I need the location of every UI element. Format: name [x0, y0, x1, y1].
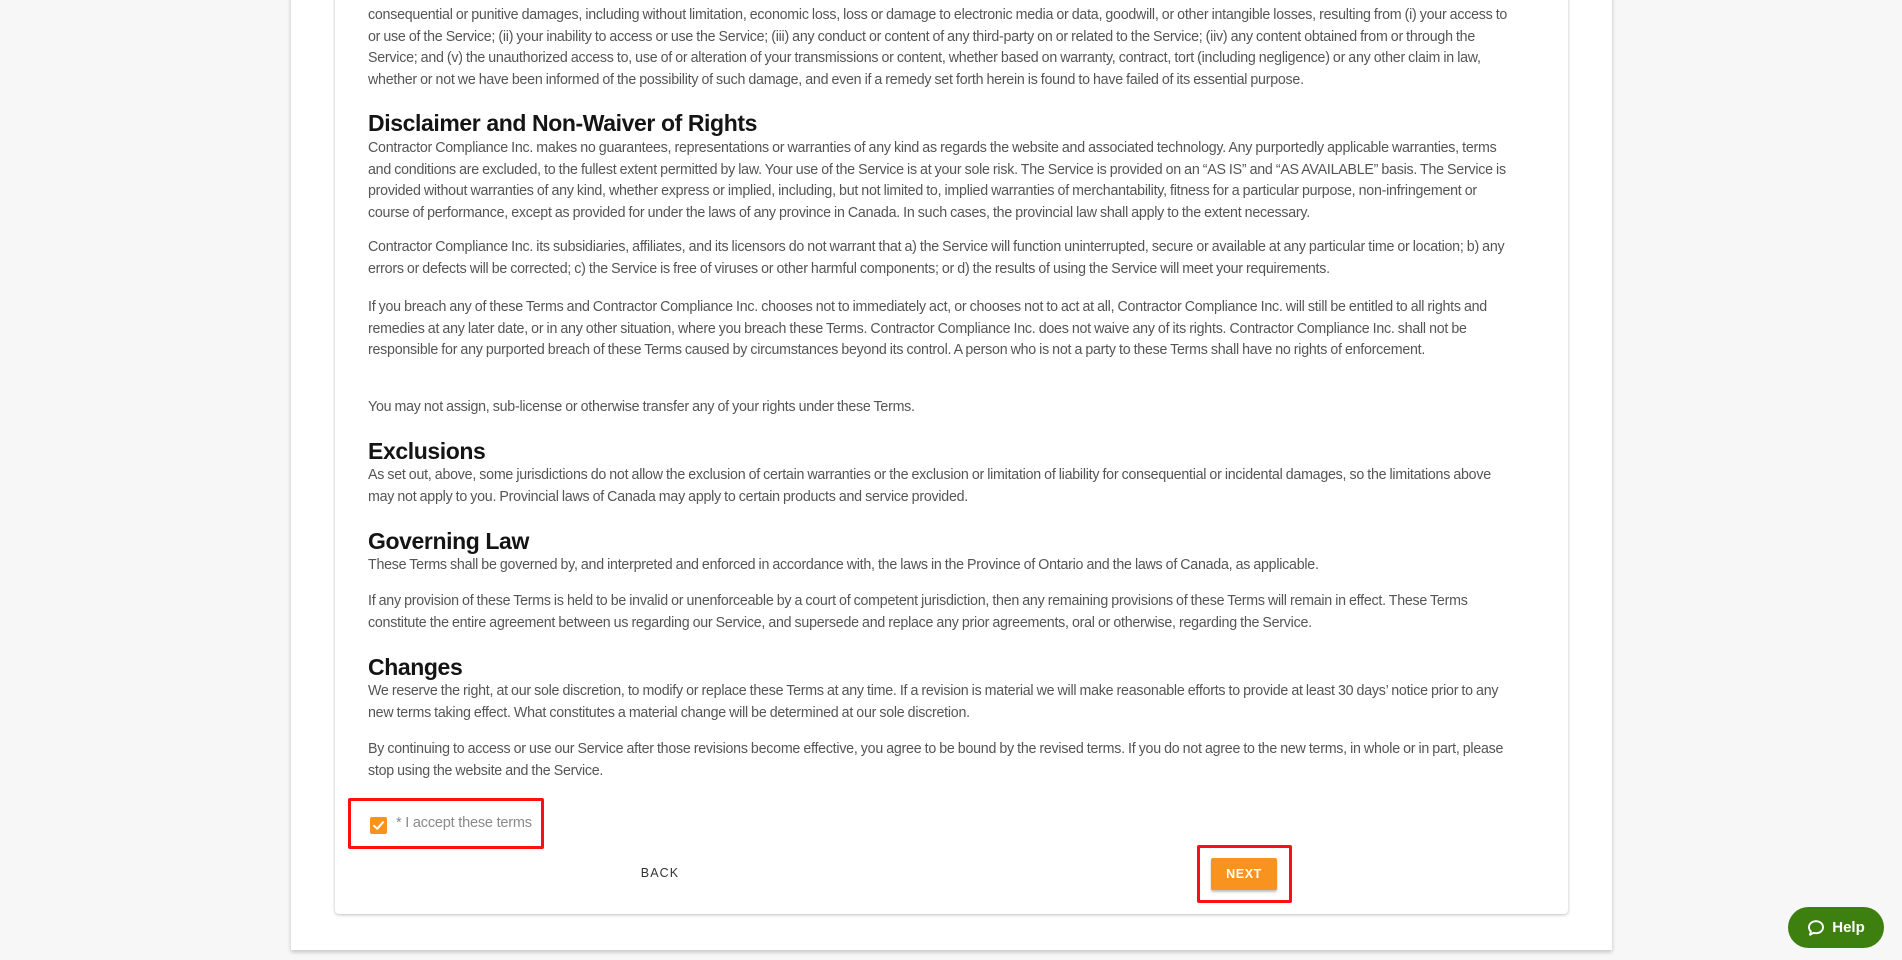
disclaimer-paragraph-1: Contractor Compliance Inc. makes no guarantees, representations or warranties of any kind as regards the website and associated technology. Any purportedly applicable warranties, terms and conditions are excluded, to the fullest extent permitted by law. Your use of the Service is at your sole risk. The Service is provided on an “AS IS” and “AS AVAILABLE” basis. The Service is provided without warranties of any kind, whether express or implied, including, but not limited to, implied warranties of merchantability, fitness for a particular purpose, non-infringement or course of performance, except as provided for under the laws of any province in Canada. In such cases, the provincial law shall apply to the extent necessary. [368, 140, 1506, 221]
back-button[interactable]: BACK [640, 866, 680, 880]
chat-bubble-icon [1807, 919, 1825, 937]
section-heading-disclaimer: Disclaimer and Non-Waiver of Rights [368, 110, 757, 136]
exclusions-paragraph-1: As set out, above, some jurisdictions do not allow the exclusion of certain warranties or the exclusion or limitation of liability for consequential or incidental damages, so the limitations above may not apply to you. Provincial laws of Canada may apply to certain products and service provided. [368, 467, 1491, 505]
next-button[interactable]: NEXT [1211, 858, 1277, 890]
disclaimer-paragraph-4: You may not assign, sub-license or otherwise transfer any of your rights under these Terms. [368, 399, 915, 415]
section-heading-governing-law: Governing Law [368, 528, 529, 554]
changes-paragraph-1: We reserve the right, at our sole discretion, to modify or replace these Terms at any time. If a revision is material we will make reasonable efforts to provide at least 30 days’ notice prior to any new terms taking effect. What constitutes a material change will be determined at our sole discretion. [368, 683, 1499, 721]
accept-terms-label[interactable]: * I accept these terms [396, 815, 532, 831]
governing-law-paragraph-2: If any provision of these Terms is held to be invalid or unenforceable by a court of competent jurisdiction, then any remaining provisions of these Terms will remain in effect. These Terms constitute the entire agreement between us regarding our Service, and supersede and replace any prior agreements, oral or otherwise, regarding the Service. [368, 593, 1468, 631]
terms-paragraph-liability: consequential or punitive damages, including without limitation, economic loss, loss or damage to electronic media or data, goodwill, or other intangible losses, resulting from (i) your access to or use of the Service; (ii) your inability to access or use the Service; (iii) any conduct or content of any third-party on or related to the Service; (iiv) any content obtained from or through the Service; and (v) the unauthorized access to, use of or alteration of your transmissions or content, whether based on warranty, contract, tort (including negligence) or any other claim in law, whether or not we have been informed of the possibility of such damage, and even if a remedy set forth herein is found to have failed of its essential purpose. [368, 7, 1508, 88]
governing-law-paragraph-1: These Terms shall be governed by, and interpreted and enforced in accordance with, the laws in the Province of Ontario and the laws of Canada, as applicable. [368, 557, 1319, 573]
help-label: Help [1832, 919, 1865, 936]
help-button[interactable] [1788, 907, 1884, 948]
disclaimer-paragraph-2: Contractor Compliance Inc. its subsidiaries, affiliates, and its licensors do not warrant that a) the Service will function uninterrupted, secure or available at any particular time or location; b) any errors or defects will be corrected; c) the Service is free of viruses or other harmful components; or d) the results of using the Service will meet your requirements. [368, 239, 1505, 277]
accept-terms-checkbox[interactable] [370, 817, 387, 834]
section-heading-exclusions: Exclusions [368, 438, 486, 464]
changes-paragraph-2: By continuing to access or use our Service after those revisions become effective, you agree to be bound by the revised terms. If you do not agree to the new terms, in whole or in part, please stop using the website and the Service. [368, 741, 1504, 779]
disclaimer-paragraph-3: If you breach any of these Terms and Contractor Compliance Inc. chooses not to immediately act, or chooses not to act at all, Contractor Compliance Inc. will still be entitled to all rights and remedies at any later date, or in any other situation, where you breach these Terms. Contractor Compliance Inc. does not waive any of its rights. Contractor Compliance Inc. shall not be responsible for any purported breach of these Terms caused by circumstances beyond its control. A person who is not a party to these Terms shall have no rights of enforcement. [368, 299, 1487, 359]
section-heading-changes: Changes [368, 654, 463, 680]
checkmark-icon [372, 819, 385, 832]
